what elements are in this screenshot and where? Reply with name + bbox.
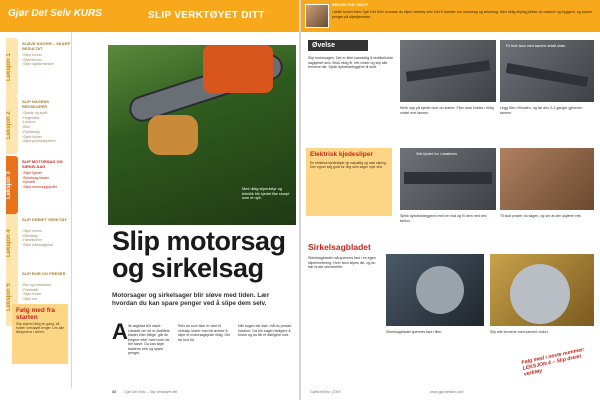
box-title: Elektrisk kjedesliper xyxy=(310,151,373,158)
lesson-sidebar xyxy=(0,32,72,388)
lesson-item: ▪ Slipe trebor xyxy=(22,229,74,234)
lesson-item: ▪ Ryddesag xyxy=(22,130,74,135)
lesson-title: SLIP MOTORSAG OG SIRKELSAG xyxy=(22,159,63,169)
body-col-2: Selv du som ikke er vant til verktøy, klarer med litt øvelse å slipe et motorsagkjede riktig. Det tar kort tid. xyxy=(178,324,231,342)
lesson-item: ▪ Hagesaks xyxy=(22,116,74,121)
body-col-3: Når sagen blir sløv, må du presse hardere. Da blir sagen farligere å bruke og du får et dårligere kutt. xyxy=(238,324,292,337)
title-line-1: Slip motorsag xyxy=(112,226,286,256)
step-1: Merk opp på kjedet hvor du starter. Filen skal holdes i riktig vinkel mot tannen. xyxy=(400,106,494,115)
lesson-item: ▪ Sirkelsag-blader xyxy=(22,176,74,181)
lesson-item: ▪ Slipe motorsagkjedet xyxy=(22,185,74,190)
lesson-title: SLIP BOR OG FRESER xyxy=(22,271,66,276)
electric-sharpener-box xyxy=(306,148,392,216)
lesson-item: ▪ Høvelkniver xyxy=(22,238,74,243)
ovelse-heading: Øvelse xyxy=(308,40,368,51)
step-3: Sjekk dybdeanleggene med en mal og fil dem ned ved behov. xyxy=(400,214,487,223)
saw-blade xyxy=(416,266,464,314)
footer-right: www.gjordetselv.com xyxy=(430,390,464,394)
lesson-item: ▪ Kjedefil xyxy=(22,180,74,185)
tip-body: Slip skjeret riktig én gang, så holder verktøyet lenger. Les alle leksjonene i serien. xyxy=(16,322,65,335)
lesson-item: ▪ Slipe freser xyxy=(22,292,74,297)
lesson-items xyxy=(22,229,74,248)
lesson-item: ▪ Fresestål xyxy=(22,288,74,293)
footer-left: Gjør Det Selv – Slip verktøyet ditt xyxy=(124,390,178,394)
chain-blade xyxy=(506,63,588,87)
page-number: 88 xyxy=(112,390,117,394)
photo-caption: Fil hver tann med samme antall strøk. xyxy=(506,44,567,48)
kurs-label: Gjør Det Selv KURS xyxy=(8,8,102,19)
lesson-title: SLØVE KNIVER – SKARP RESULTAT xyxy=(22,41,71,51)
lesson-item: ▪ Øks xyxy=(22,125,74,130)
chain-blade xyxy=(406,60,491,82)
page-spine xyxy=(299,0,301,400)
lesson-items xyxy=(22,53,74,67)
filing-photo-2 xyxy=(500,40,594,102)
lesson-item: ▪ Slipe kjøkkenkniver xyxy=(22,62,74,67)
editor-name: REDAKTØR: ROLF xyxy=(332,2,368,7)
lesson-title: SLIP HAGENS REDSKAPER xyxy=(22,99,50,109)
lesson-item: ▪ Spade og spett xyxy=(22,111,74,116)
depth-gauge-photo xyxy=(400,148,496,210)
title-line-2: og sirkelsag xyxy=(112,253,264,283)
lesson-item: ▪ Slipesteiner xyxy=(22,58,74,63)
lesson-items xyxy=(22,111,74,144)
filing-photo-1 xyxy=(400,40,496,102)
saw-blade xyxy=(510,264,570,324)
circular-saw-caption-1: Sirkelsagbladet spennes fast i filen. xyxy=(386,330,443,334)
lesson-item: ▪ Slipe båndsagblad xyxy=(22,243,74,248)
circular-saw-text: Sirkelsagbladet må spennes fast i en egen slipeinnretning. Hver tann slipes likt, og du bør bruke vernebriller. xyxy=(308,256,376,269)
next-issue-promo: Følg med i neste nummer: LEKSJON 4 – Slip dreiet verktøy xyxy=(520,346,586,378)
lesson-item: ▪ Bor og maskinbor xyxy=(22,283,74,288)
drop-cap: A xyxy=(112,319,128,344)
lesson-tab-label: Leksjon 1 xyxy=(6,53,12,81)
lesson-items xyxy=(22,283,74,302)
section-title: SLIP VERKTØYET DITT xyxy=(148,10,265,21)
lesson-title: SLIP DREIET VERKTØY xyxy=(22,217,68,222)
editor-portrait xyxy=(305,4,329,28)
photo-caption: Sett kjedet inn i maskinen. xyxy=(416,152,458,156)
box-body: En elektrisk kjedesliper gir nøyaktig og rask sliping. Den egner seg godt for deg som sager mye ved. xyxy=(310,161,387,170)
lesson-item: ▪ Slipe kniver xyxy=(22,53,74,58)
lesson-item: ▪ Båndsag xyxy=(22,234,74,239)
test-cut-photo xyxy=(500,148,594,210)
lesson-items xyxy=(22,171,74,190)
lesson-item: ▪ Slipe kjedet xyxy=(22,171,74,176)
lesson-item: ▪ Slipe kniver xyxy=(22,135,74,140)
lesson-item: ▪ Slipe gressklipperen xyxy=(22,139,74,144)
ovelse-text: Slip motorsagen. Det er ikke vanskelig å vedlikeholde sagkjedet selv. Bruk riktig fil, rett vinkel og slip alle tennene likt. Sjekk dybdeanleggene til slutt. xyxy=(308,56,394,69)
chain-blade xyxy=(404,172,492,184)
chainsaw-photo xyxy=(108,45,296,225)
glove xyxy=(148,115,198,155)
lesson-tab-label: Leksjon 2 xyxy=(6,111,12,139)
lesson-item: ▪ Løvkniv xyxy=(22,120,74,125)
saw-body xyxy=(203,45,273,93)
circular-saw-heading: Sirkelsagbladet xyxy=(308,242,371,252)
lesson-tab-label: Leksjon 3 xyxy=(6,171,12,199)
lesson-tab-label: Leksjon 5 xyxy=(6,283,12,311)
circular-saw-heading-box xyxy=(306,240,594,254)
article-deck: Motorsager og sirkelsager blir sløve med tiden. Lær hvordan du kan spare penger ved å slipe dem selv. xyxy=(112,292,270,307)
body-col-1: lle sagblad blir sløve. Uansett om de er kvalitets blader eller billige, går de tregere etter hvert som de blir sløve. Du kan slipe bladene selv og spare penger. xyxy=(128,324,170,355)
step-4: Til slutt prøver du sagen, og ser at den skjærer rett. xyxy=(500,214,582,218)
lesson-item: ▪ Slipe bor xyxy=(22,297,74,302)
footer-center: GjørDetSelv | 2009 xyxy=(310,390,341,394)
header-intro: I dette kurset viser Gjør Det Selv hvordan du sliper verktøy selv. Del 6 handler om motorsag og sirkelsag. Med riktig sliping jobber du raskere og tryggere, og sparer penger på slipetjenester. xyxy=(332,10,592,19)
photo-caption: Med riktig slipeutstyr og teknikk blir kjedet like skarpt som et nytt. xyxy=(242,187,290,201)
tip-box xyxy=(12,304,68,364)
circular-saw-caption-2: Slip alle tennene med samme vinkel. xyxy=(490,330,549,334)
article-title xyxy=(112,228,286,282)
tip-title: Følg med fra starten xyxy=(16,307,56,321)
lesson-tab-label: Leksjon 4 xyxy=(6,229,12,257)
circular-saw-photo-2 xyxy=(490,254,594,326)
circular-saw-photo-1 xyxy=(386,254,484,326)
step-2: Legg filen i filmalen, og før den 2-3 ganger gjennom tannen. xyxy=(500,106,583,115)
